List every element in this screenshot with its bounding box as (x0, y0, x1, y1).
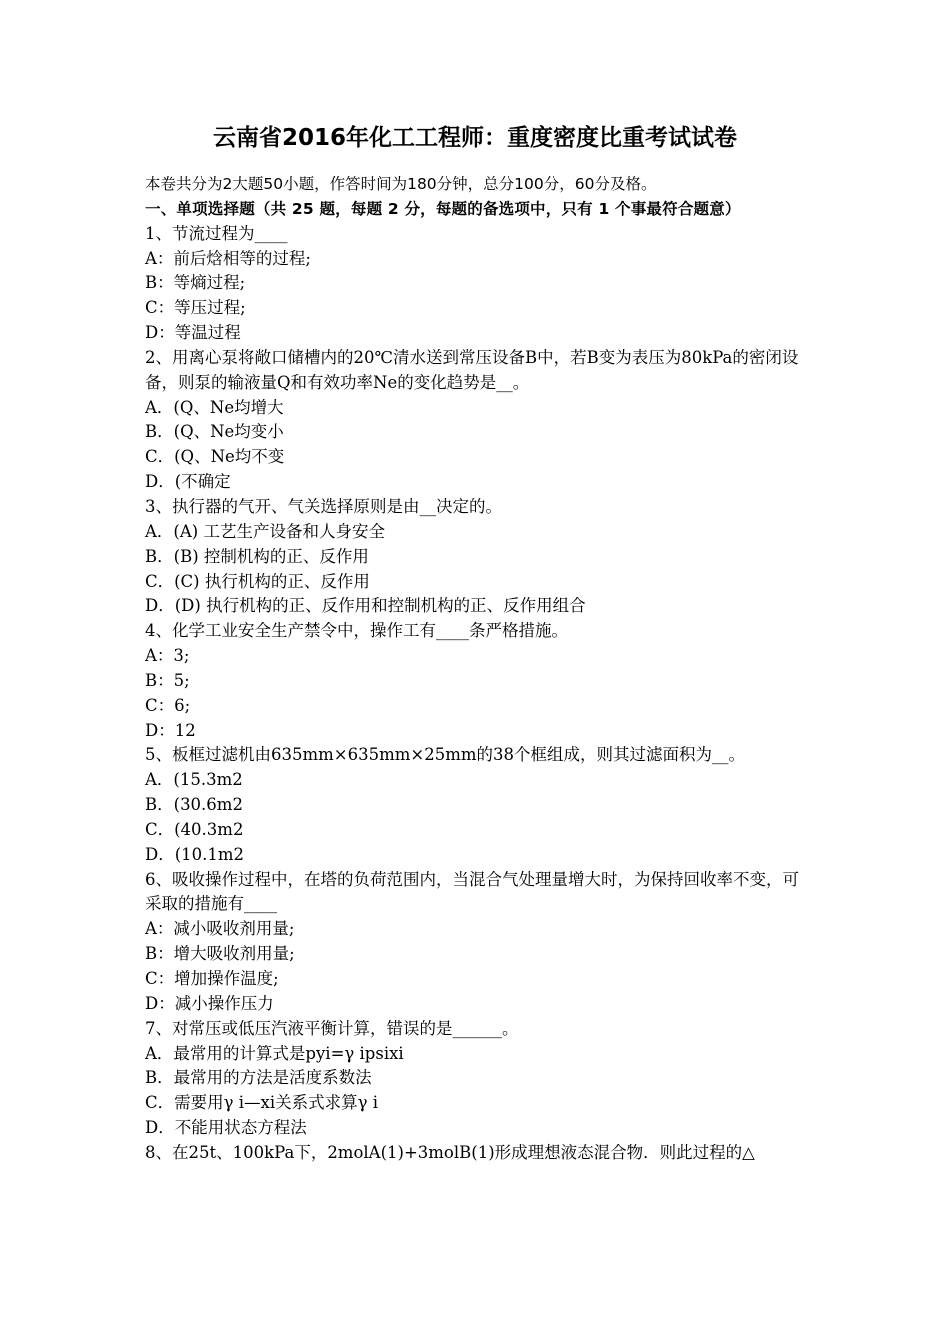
document-body (145, 172, 810, 1166)
option-a: A：减小吸收剂用量; (145, 919, 295, 939)
option-a: A．(Q、Ne均增大 (145, 397, 284, 417)
question-7 (145, 1017, 810, 1141)
question-stem: 4、化学工业安全生产禁令中，操作工有____条严格措施。 (145, 621, 568, 641)
option-b: B：等熵过程; (145, 273, 246, 293)
question-stem: 8、在25t、100kPa下，2molA(1)+3molB(1)形成理想液态混合物．则此过程的△ (145, 1142, 755, 1162)
question-stem: 5、板框过滤机由635mm×635mm×25mm的38个框组成，则其过滤面积为__。 (145, 745, 746, 765)
section-heading: 一、单项选择题（共 25 题，每题 2 分，每题的备选项中，只有 1 个事最符合题意） (145, 199, 741, 218)
option-d: D：减小操作压力 (145, 993, 274, 1013)
option-d: D：等温过程 (145, 323, 241, 343)
question-stem: 6、吸收操作过程中，在塔的负荷范围内，当混合气处理量增大时，为保持回收率不变，可采取的措施有____ (145, 869, 799, 914)
question-stem: 2、用离心泵将敞口储槽内的20℃清水送到常压设备B中，若B变为表压为80kPa的密闭设备，则泵的输液量Q和有效功率Ne的变化趋势是__。 (145, 347, 799, 392)
question-8 (145, 1141, 810, 1166)
question-stem: 3、执行器的气开、气关选择原则是由__决定的。 (145, 496, 502, 516)
option-d: D．(10.1m2 (145, 844, 245, 864)
option-c: C．(40.3m2 (145, 819, 244, 839)
option-b: B：5; (145, 670, 190, 690)
option-a: A：3; (145, 646, 190, 666)
question-6 (145, 868, 810, 1017)
option-d: D．(不确定 (145, 472, 231, 492)
question-stem: 1、节流过程为____ (145, 223, 288, 243)
option-b: B．(B) 控制机构的正、反作用 (145, 546, 369, 566)
option-c: C：等压过程; (145, 298, 246, 318)
option-b: B：增大吸收剂用量; (145, 944, 295, 964)
option-d: D：12 (145, 720, 196, 740)
question-1 (145, 222, 810, 346)
option-a: A．(15.3m2 (145, 770, 243, 790)
question-stem: 7、对常压或低压汽液平衡计算，错误的是______。 (145, 1018, 519, 1038)
option-c: C．(Q、Ne均不变 (145, 447, 285, 467)
question-5 (145, 743, 810, 867)
option-b: B．(30.6m2 (145, 795, 243, 815)
option-c: C．(C) 执行机构的正、反作用 (145, 571, 370, 591)
document-title: 云南省2016年化工工程师：重度密度比重考试试卷 (212, 125, 737, 151)
question-2 (145, 346, 810, 495)
option-a: A．(A) 工艺生产设备和人身安全 (145, 521, 385, 541)
exam-intro: 本卷共分为2大题50小题，作答时间为180分钟，总分100分，60分及格。 (145, 175, 657, 193)
option-a: A．最常用的计算式是pyi=γ ipsixi (145, 1043, 404, 1063)
option-b: B．(Q、Ne均变小 (145, 422, 284, 442)
option-a: A：前后焓相等的过程; (145, 248, 311, 268)
option-d: D．不能用状态方程法 (145, 1118, 307, 1138)
option-c: C：增加操作温度; (145, 969, 279, 988)
option-c: C．需要用γ i—xi关系式求算γ i (145, 1093, 378, 1113)
option-d: D．(D) 执行机构的正、反作用和控制机构的正、反作用组合 (145, 596, 586, 616)
question-4 (145, 619, 810, 743)
option-c: C：6; (145, 695, 191, 715)
question-3 (145, 495, 810, 619)
option-b: B．最常用的方法是活度系数法 (145, 1068, 372, 1088)
